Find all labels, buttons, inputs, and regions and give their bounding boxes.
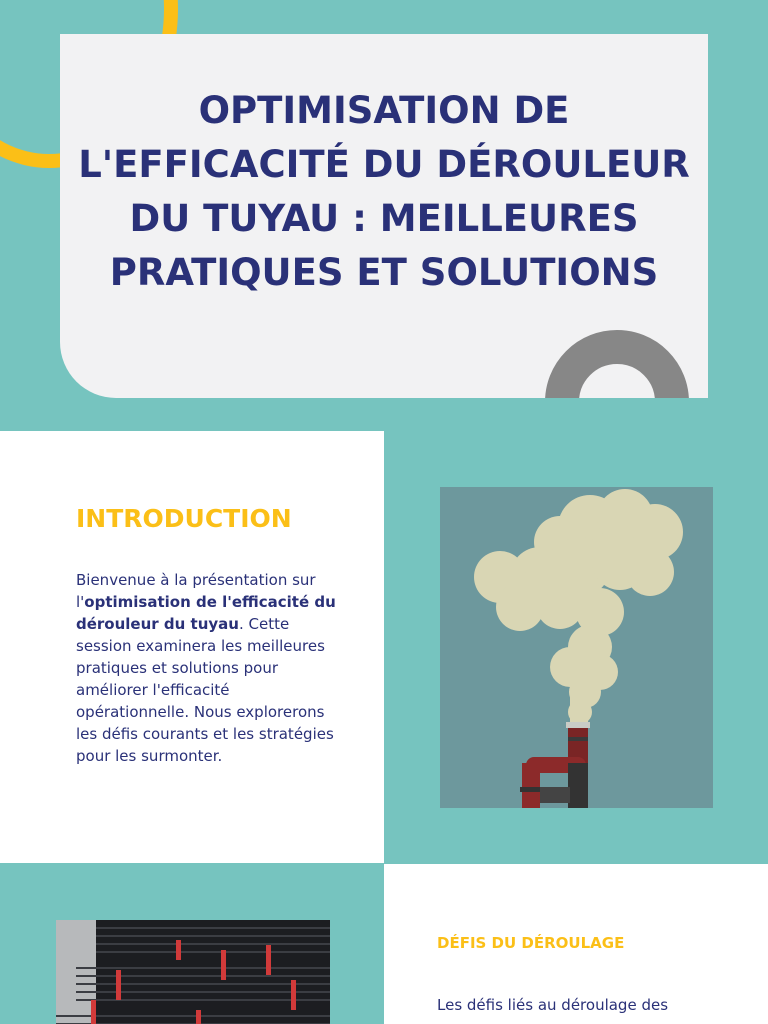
intro-text-suffix: . Cette session examinera les meilleures pratiques et solutions pour améliorer l'efficacité opérationnelle. Nous explorerons les défis courants et les stratégies pour les surmonter.: [76, 615, 334, 765]
title-slide: [0, 0, 768, 430]
presentation-title: OPTIMISATION DE L'EFFICACITÉ DU DÉROULEUR DU TUYAU : MEILLEURES PRATIQUES ET SOLUTIONS: [78, 89, 690, 294]
smoking-pipe-image: [440, 487, 713, 808]
gray-ring-decoration: [545, 330, 689, 398]
challenges-slide: [0, 864, 768, 1024]
title-card: [60, 34, 708, 398]
challenges-body: Les défis liés au déroulage des: [437, 996, 669, 1014]
coiled-pipes-illustration: [56, 920, 330, 1024]
introduction-slide: [0, 431, 768, 863]
intro-text-bold: optimisation de l'efficacité du dérouleur du tuyau: [76, 593, 336, 633]
challenges-heading: DÉFIS DU DÉROULAGE: [437, 934, 625, 952]
smoke-illustration: [440, 487, 713, 808]
introduction-body: [76, 569, 338, 767]
coiled-pipes-image: [56, 920, 330, 1024]
introduction-heading: INTRODUCTION: [76, 504, 292, 533]
intro-text-prefix: Bienvenue à la présentation sur l': [76, 571, 316, 611]
